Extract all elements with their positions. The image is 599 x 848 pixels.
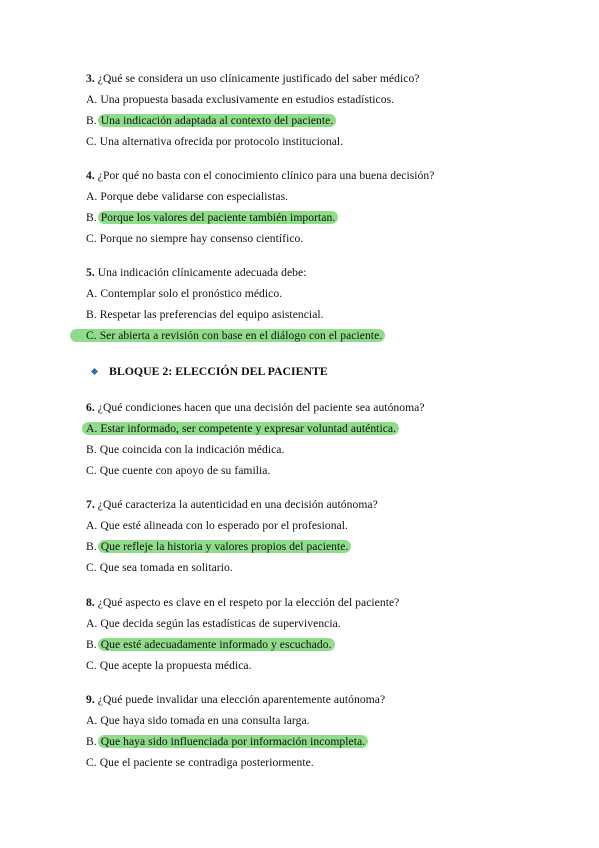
option-letter: A. <box>86 93 98 106</box>
option-8a <box>86 617 341 631</box>
option-7b <box>86 540 351 554</box>
option-9c <box>86 756 314 770</box>
option-text: Que coincida con la indicación médica. <box>99 443 285 456</box>
option-4c <box>86 232 303 246</box>
option-letter: B. <box>86 211 97 224</box>
option-text: Que haya sido tomada en una consulta larga. <box>100 714 310 727</box>
highlighted-option-text: Que esté adecuadamente informado y escuchado. <box>98 638 335 651</box>
question-7 <box>86 498 378 512</box>
option-text: Que esté alineada con lo esperado por el profesional. <box>100 519 348 532</box>
question-number: 3. <box>86 72 95 85</box>
option-text: Respetar las preferencias del equipo asistencial. <box>99 308 324 321</box>
option-letter: C. <box>86 232 97 245</box>
option-6b <box>86 443 284 457</box>
option-letter: A. <box>86 519 98 532</box>
option-letter: C. <box>86 464 97 477</box>
option-3a <box>86 93 394 107</box>
highlighted-option-text <box>82 422 399 435</box>
highlighted-option-text: Una indicación adaptada al contexto del paciente. <box>98 114 337 127</box>
option-5b <box>86 308 324 322</box>
option-text: Que acepte la propuesta médica. <box>99 659 252 672</box>
question-number: 5. <box>86 266 95 279</box>
option-7a <box>86 519 348 533</box>
question-text: ¿Qué condiciones hacen que una decisión del paciente sea autónoma? <box>97 401 425 414</box>
option-letter: B. <box>86 540 97 553</box>
option-letter: C. <box>86 135 97 148</box>
option-8c <box>86 659 252 673</box>
question-number: 4. <box>86 169 95 182</box>
option-6c <box>86 464 270 478</box>
option-text: Que el paciente se contradiga posteriormente. <box>99 756 314 769</box>
option-4a <box>86 190 288 204</box>
option-text: Una alternativa ofrecida por protocolo institucional. <box>99 135 344 148</box>
question-text: Una indicación clínicamente adecuada debe: <box>97 266 307 279</box>
question-number: 8. <box>86 596 95 609</box>
option-9b <box>86 735 368 749</box>
option-letter: B. <box>86 308 97 321</box>
option-letter: A. <box>86 422 98 435</box>
option-letter: A. <box>86 287 98 300</box>
option-letter: B. <box>86 114 97 127</box>
option-text: Porque no siempre hay consenso científico. <box>99 232 304 245</box>
question-4 <box>86 169 434 183</box>
question-8 <box>86 596 399 610</box>
option-7c <box>86 561 233 575</box>
option-8b <box>86 638 335 652</box>
option-text: Que sea tomada en solitario. <box>99 561 233 574</box>
option-text: Que cuente con apoyo de su familia. <box>99 464 271 477</box>
option-text: Estar informado, ser competente y expresar voluntad auténtica. <box>100 422 397 435</box>
highlighted-option-text: Que refleje la historia y valores propios del paciente. <box>98 540 352 553</box>
option-letter: B. <box>86 735 97 748</box>
section-heading-text: BLOQUE 2: ELECCIÓN DEL PACIENTE <box>109 364 328 378</box>
option-4b <box>86 211 338 225</box>
question-3 <box>86 72 420 86</box>
question-number: 7. <box>86 498 95 511</box>
question-text: ¿Qué aspecto es clave en el respeto por la elección del paciente? <box>97 596 400 609</box>
question-text: ¿Qué se considera un uso clínicamente justificado del saber médico? <box>97 72 420 85</box>
option-letter: C. <box>86 329 97 342</box>
highlighted-option-text: Que haya sido influenciada por información incompleta. <box>98 735 368 748</box>
option-letter: C. <box>86 561 97 574</box>
option-3b <box>86 114 336 128</box>
question-5 <box>86 266 307 280</box>
option-3c <box>86 135 343 149</box>
option-letter: A. <box>86 617 98 630</box>
question-text: ¿Qué puede invalidar una elección aparentemente autónoma? <box>97 693 386 706</box>
option-text: Que decida según las estadísticas de supervivencia. <box>100 617 341 630</box>
option-5c <box>86 329 385 343</box>
option-letter: C. <box>86 756 97 769</box>
question-text: ¿Qué caracteriza la autenticidad en una decisión autónoma? <box>97 498 378 511</box>
question-9 <box>86 693 385 707</box>
highlighted-option-text: Porque los valores del paciente también importan. <box>98 211 339 224</box>
option-letter: B. <box>86 443 97 456</box>
option-letter: A. <box>86 190 98 203</box>
question-6 <box>86 401 425 415</box>
question-text: ¿Por qué no basta con el conocimiento clínico para una buena decisión? <box>97 169 435 182</box>
option-letter: B. <box>86 638 97 651</box>
highlighted-option-text <box>70 329 385 342</box>
option-text: Porque debe validarse con especialistas. <box>100 190 289 203</box>
option-letter: C. <box>86 659 97 672</box>
question-number: 9. <box>86 693 95 706</box>
section-heading <box>86 364 328 379</box>
option-text: Una propuesta basada exclusivamente en estudios estadísticos. <box>100 93 395 106</box>
option-letter: A. <box>86 714 98 727</box>
option-5a <box>86 287 282 301</box>
option-6a <box>86 422 399 436</box>
diamond-bullet-icon <box>91 368 98 375</box>
question-number: 6. <box>86 401 95 414</box>
option-text: Contemplar solo el pronóstico médico. <box>100 287 283 300</box>
option-9a <box>86 714 310 728</box>
option-text: Ser abierta a revisión con base en el diálogo con el paciente. <box>99 329 383 342</box>
